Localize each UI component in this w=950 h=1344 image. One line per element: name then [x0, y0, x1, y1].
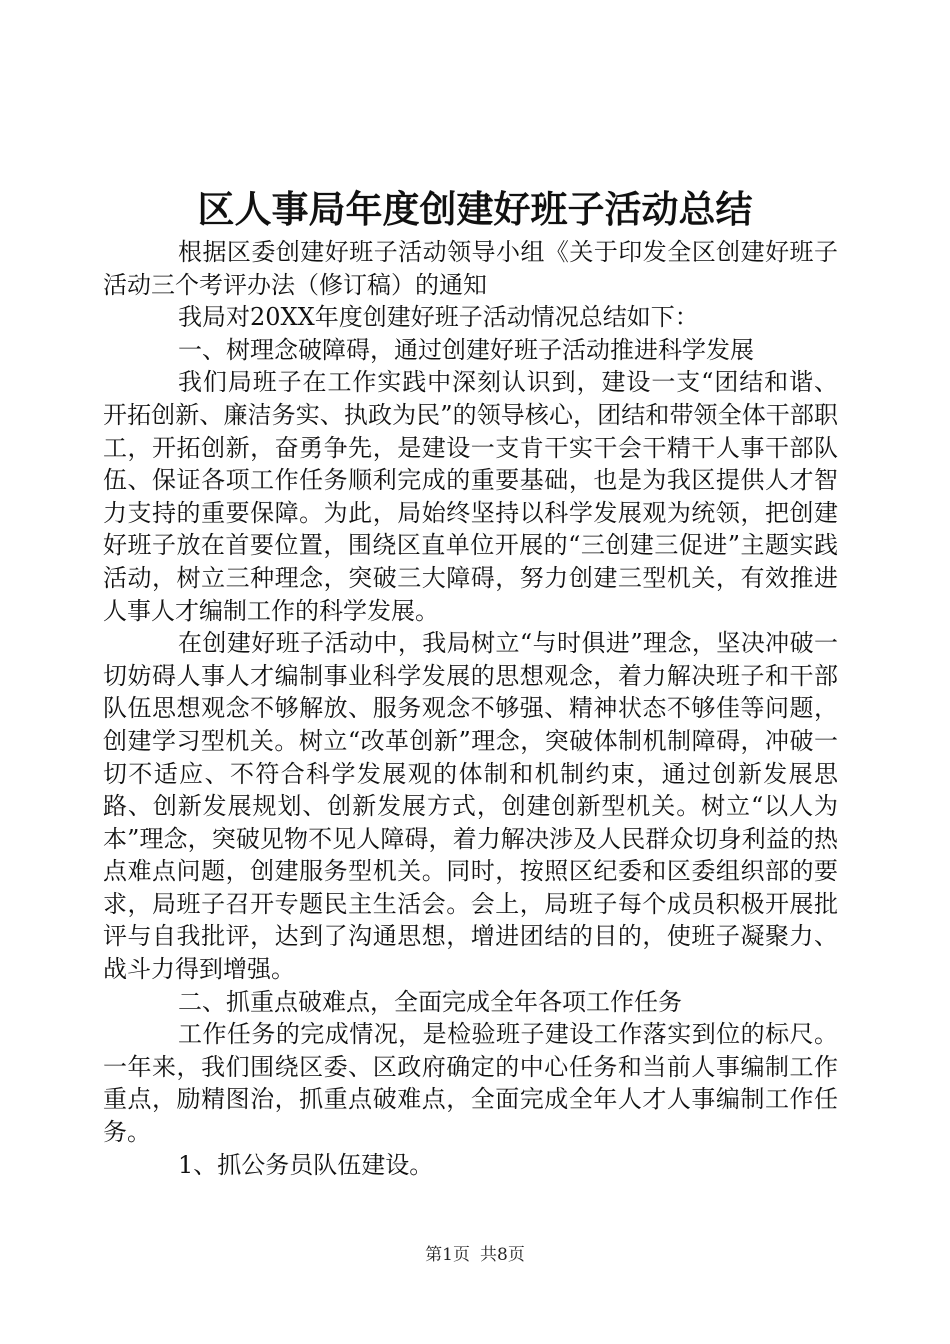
paragraph-summary-lead: 我局对20XX年度创建好班子活动情况总结如下： — [178, 303, 699, 332]
page-total: 共8页 — [480, 1245, 525, 1265]
paragraph-section-1-b: 在创建好班子活动中，我局树立“与时俱进”理念，坚决冲破一切妨碍人事人才编制事业科学发展的思想观念，着力解决班子和干部队伍思想观念不够解放、服务观念不够强、精神状态不够佳等问题，创建学习型机关。树立“改革创新”理念，突破体制机制障碍，冲破一切不适应、不符合科学发展观的体制和机制约束，通过创新发展思路、创新发展规划、创新发展方式，创建创新型机关。树立“以人为本”理念，突破见物不见人障碍，着力解决涉及人民群众切身利益的热点难点问题，创建服务型机关。同时，按照区纪委和区委组织部的要求，局班子召开专题民主生活会。会上，局班子每个成员积极开展批评与自我批评，达到了沟通思想，增进团结的目的，使班子凝聚力、战斗力得到增强。 — [103, 629, 838, 984]
subsection-heading-1: 1、抓公务员队伍建设。 — [178, 1150, 434, 1179]
document-title: 区人事局年度创建好班子活动总结 — [197, 187, 753, 231]
document-body — [103, 236, 838, 1181]
section-heading-2: 二、抓重点破难点，全面完成全年各项工作任务 — [178, 987, 682, 1016]
page-footer — [0, 1243, 950, 1267]
paragraph-section-1-a: 我们局班子在工作实践中深刻认识到，建设一支“团结和谐、开拓创新、廉洁务实、执政为民”的领导核心，团结和带领全体干部职工，开拓创新，奋勇争先，是建设一支肯干实干会干精干人事干部队伍、保证各项工作任务顺利完成的重要基础，也是为我区提供人才智力支持的重要保障。为此，局始终坚持以科学发展观为统领，把创建好班子放在首要位置，围绕区直单位开展的“三创建三促进”主题实践活动，树立三种理念，突破三大障碍，努力创建三型机关，有效推进人事人才编制工作的科学发展。 — [103, 368, 838, 625]
page-number: 第1页 — [425, 1245, 470, 1265]
section-heading-1: 一、树理念破障碍，通过创建好班子活动推进科学发展 — [178, 335, 754, 364]
paragraph-intro: 根据区委创建好班子活动领导小组《关于印发全区创建好班子活动三个考评办法（修订稿）的通知 — [103, 238, 838, 299]
paragraph-section-2-a: 工作任务的完成情况，是检验班子建设工作落实到位的标尺。一年来，我们围绕区委、区政府确定的中心任务和当前人事编制工作重点，励精图治，抓重点破难点，全面完成全年人才人事编制工作任务。 — [103, 1020, 838, 1147]
